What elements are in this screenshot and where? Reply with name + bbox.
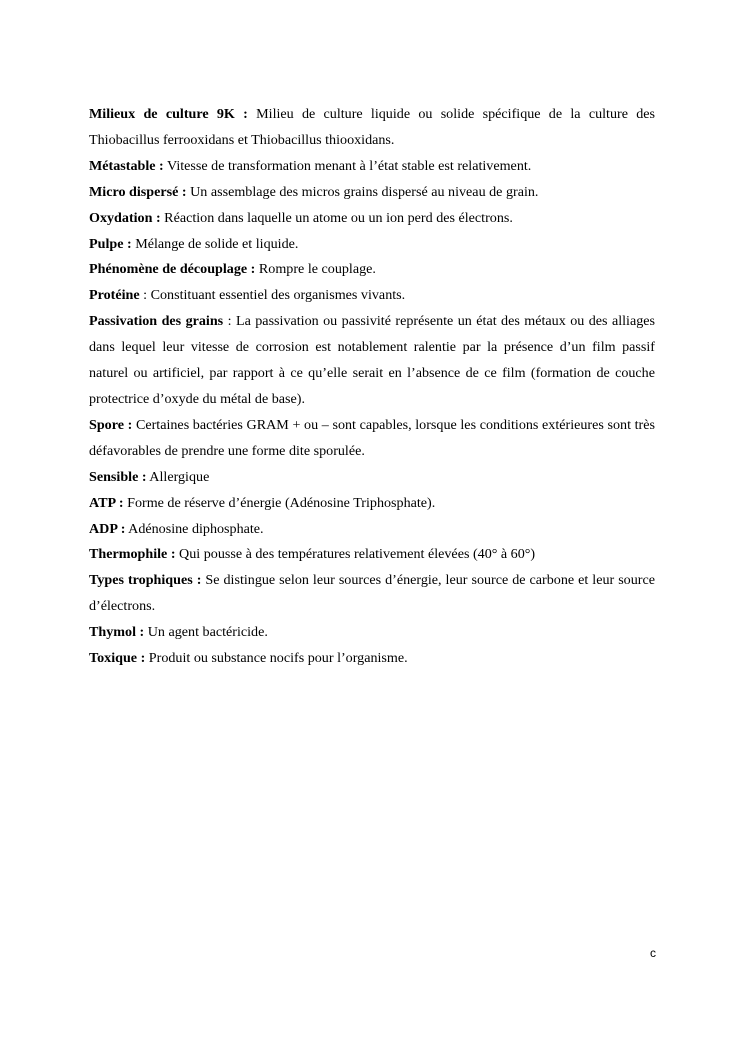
glossary-term: Thermophile : bbox=[89, 546, 176, 563]
glossary-term: Micro dispersé : bbox=[89, 183, 187, 200]
glossary-term: Sensible : bbox=[89, 468, 147, 485]
glossary-entry bbox=[89, 620, 655, 646]
glossary-term: Spore : bbox=[89, 416, 133, 433]
glossary-definition: Milieu de culture liquide ou solide spécifique de la culture des Thiobacillus ferrooxidans et Thiobacillus thiooxidans. bbox=[89, 106, 655, 148]
glossary-term: Thymol : bbox=[89, 624, 145, 641]
glossary-entry bbox=[89, 413, 655, 465]
glossary-definition: Allergique bbox=[146, 468, 210, 485]
glossary-entry bbox=[89, 283, 655, 309]
glossary-definition: Qui pousse à des températures relativement élevées (40° à 60°) bbox=[175, 546, 536, 563]
glossary-entry bbox=[89, 465, 655, 491]
glossary-entry bbox=[89, 517, 655, 543]
glossary-definition: Se distingue selon leur sources d’énergie, leur source de carbone et leur source d’électrons. bbox=[89, 572, 655, 615]
glossary-entry bbox=[89, 154, 655, 180]
glossary-term: ATP : bbox=[89, 494, 124, 511]
glossary-entry bbox=[89, 257, 655, 283]
glossary-list bbox=[89, 102, 655, 672]
glossary-definition: Un agent bactéricide. bbox=[144, 624, 268, 641]
glossary-entry bbox=[89, 102, 655, 154]
glossary-definition: Produit ou substance nocifs pour l’organisme. bbox=[145, 650, 408, 667]
glossary-entry bbox=[89, 232, 655, 258]
glossary-entry bbox=[89, 568, 655, 620]
glossary-term: Types trophiques : bbox=[89, 572, 202, 589]
glossary-definition: Certaines bactéries GRAM + ou – sont capables, lorsque les conditions extérieures sont très défavorables de prendre une forme dite sporulée. bbox=[89, 416, 655, 459]
glossary-definition: Adénosine diphosphate. bbox=[125, 520, 264, 537]
glossary-entry bbox=[89, 206, 655, 232]
glossary-term: Protéine bbox=[89, 287, 140, 304]
glossary-definition: : La passivation ou passivité représente un état des métaux ou des alliages dans lequel leur vitesse de corrosion est notablement ralentie par la présence d’un film passif naturel ou artificiel, par rapport à ce qu’elle serait en l’absence de ce film (formation de couche protectrice d’oxyde du métal de base). bbox=[89, 313, 655, 407]
glossary-definition: Un assemblage des micros grains dispersé au niveau de grain. bbox=[186, 183, 539, 200]
glossary-entry bbox=[89, 646, 655, 672]
glossary-definition: Réaction dans laquelle un atome ou un ion perd des électrons. bbox=[160, 209, 513, 226]
glossary-definition: Forme de réserve d’énergie (Adénosine Triphosphate). bbox=[123, 494, 436, 511]
glossary-term: Oxydation : bbox=[89, 209, 161, 226]
glossary-term: Passivation des grains bbox=[89, 313, 224, 330]
glossary-entry bbox=[89, 309, 655, 413]
page-number: c bbox=[650, 946, 656, 960]
glossary-entry bbox=[89, 542, 655, 568]
glossary-term: Métastable : bbox=[89, 157, 164, 174]
glossary-term: Milieux de culture 9K : bbox=[89, 106, 248, 122]
glossary-term: Toxique : bbox=[89, 650, 146, 667]
glossary-entry bbox=[89, 180, 655, 206]
glossary-term: Pulpe : bbox=[89, 235, 132, 252]
glossary-definition: : Constituant essentiel des organismes vivants. bbox=[139, 287, 406, 304]
glossary-entry bbox=[89, 491, 655, 517]
glossary-term: Phénomène de découplage : bbox=[89, 261, 256, 278]
glossary-definition: Mélange de solide et liquide. bbox=[131, 235, 299, 252]
glossary-definition: Vitesse de transformation menant à l’état stable est relativement. bbox=[163, 157, 532, 174]
glossary-term: ADP : bbox=[89, 520, 126, 537]
glossary-definition: Rompre le couplage. bbox=[255, 261, 376, 278]
